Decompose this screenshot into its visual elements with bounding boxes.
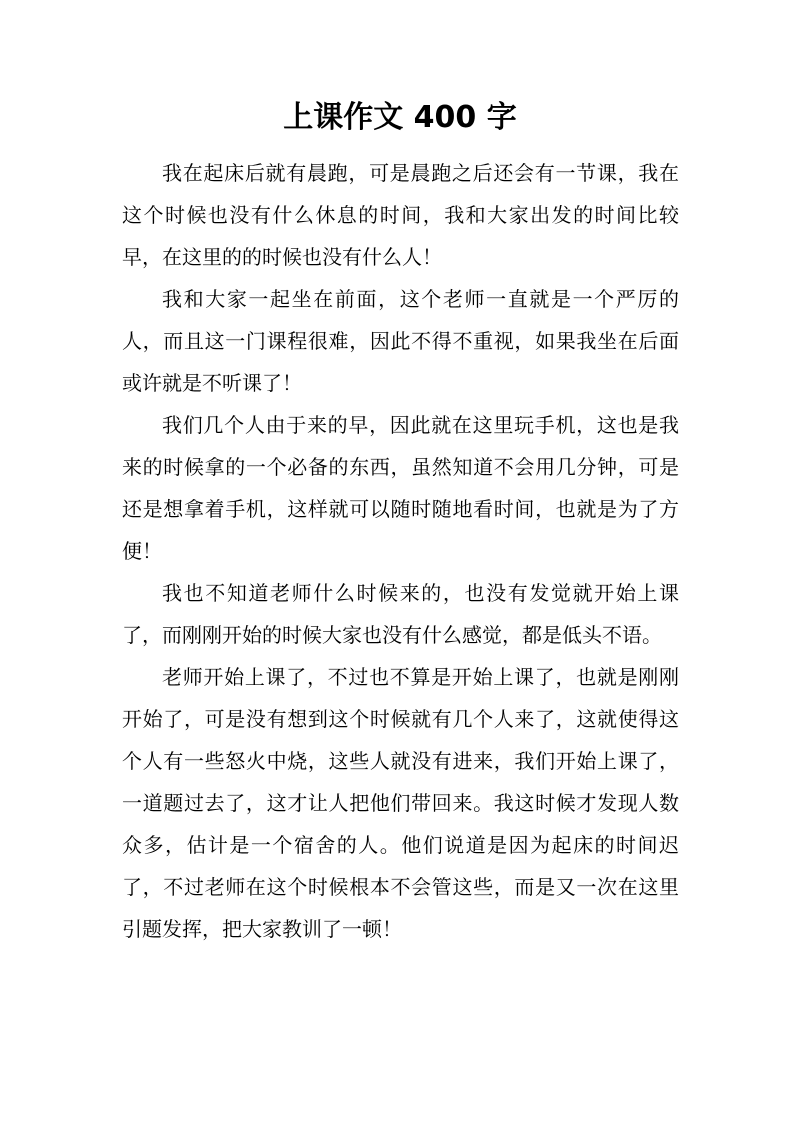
- paragraph-5: 老师开始上课了，不过也不算是开始上课了，也就是刚刚开始了，可是没有想到这个时候就有几个人来了，这就使得这个人有一些怒火中烧，这些人就没有进来，我们开始上课了，一道题过去了，这才让人把他们带回来。我这时候才发现人数众多，估计是一个宿舍的人。他们说道是因为起床的时间迟了，不过老师在这个时候根本不会管这些，而是又一次在这里引题发挥，把大家教训了一顿！: [122, 665, 679, 941]
- document-body: [122, 152, 679, 950]
- paragraph-4: 我也不知道老师什么时候来的，也没有发觉就开始上课了，而刚刚开始的时候大家也没有什么感觉，都是低头不语。: [122, 581, 679, 647]
- paragraph-1: 我在起床后就有晨跑，可是晨跑之后还会有一节课，我在这个时候也没有什么休息的时间，我和大家出发的时间比较早，在这里的的时候也没有什么人！: [122, 161, 679, 269]
- paragraph-3: 我们几个人由于来的早，因此就在这里玩手机，这也是我来的时候拿的一个必备的东西，虽然知道不会用几分钟，可是还是想拿着手机，这样就可以随时随地看时间，也就是为了方便！: [122, 413, 679, 563]
- document-title: 上课作文 400 字: [283, 100, 517, 135]
- paragraph-2: 我和大家一起坐在前面，这个老师一直就是一个严厉的人，而且这一门课程很难，因此不得不重视，如果我坐在后面或许就是不听课了！: [122, 287, 679, 395]
